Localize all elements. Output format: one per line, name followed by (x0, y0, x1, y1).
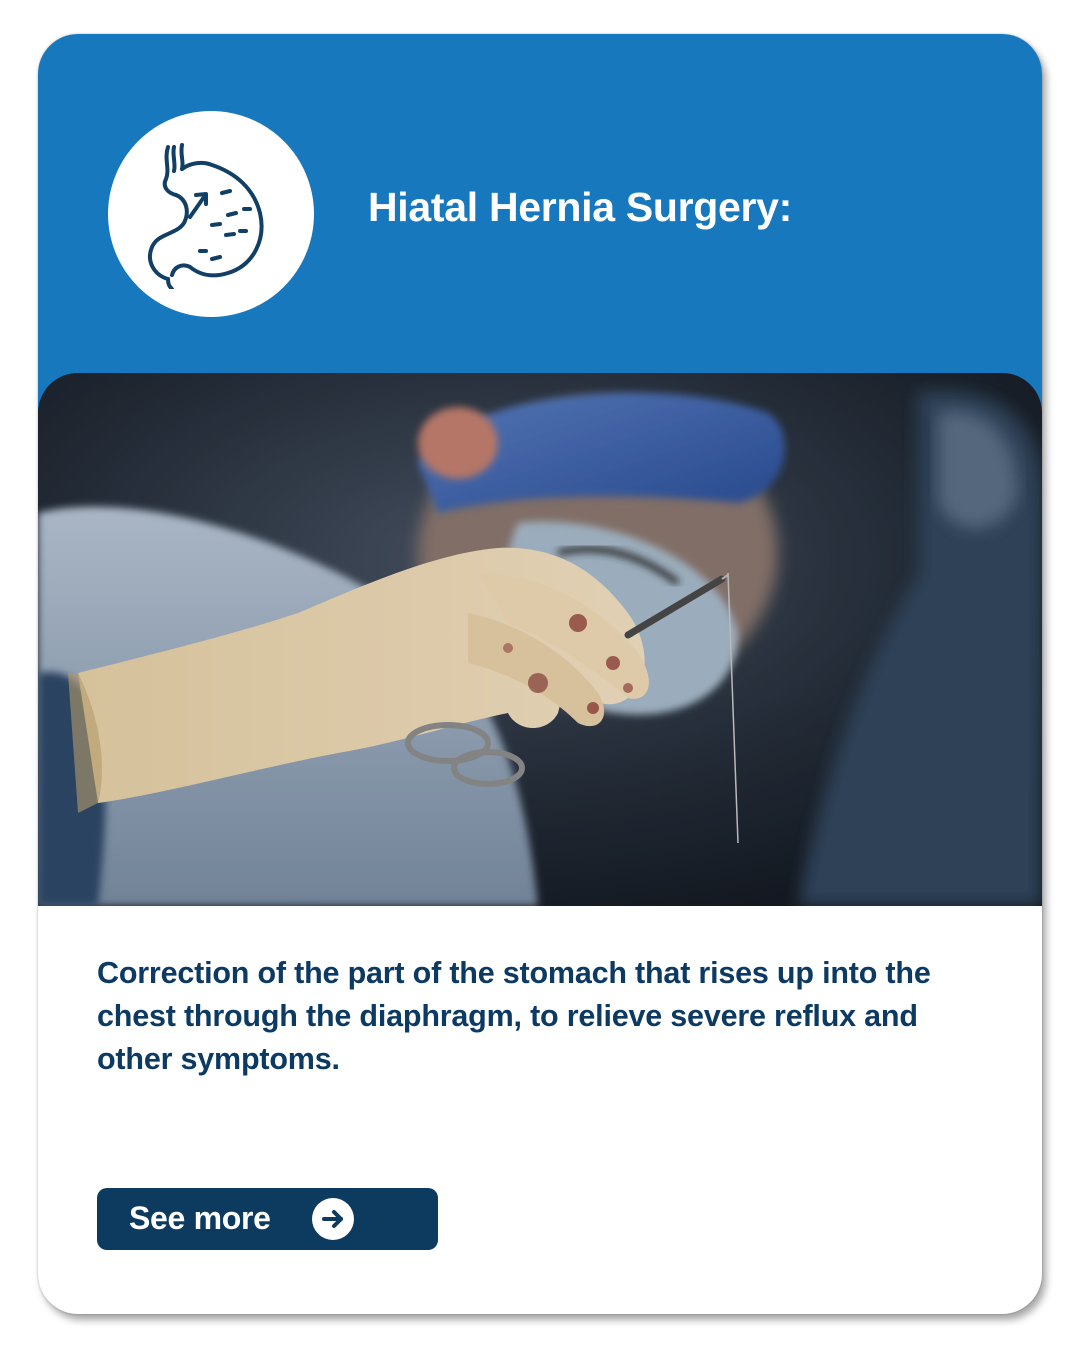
stomach-icon (146, 139, 276, 289)
procedure-card (38, 34, 1042, 1314)
stomach-icon-badge (108, 111, 314, 317)
photo-illustration (38, 373, 1042, 906)
see-more-label: See more (129, 1200, 271, 1236)
card-title: Hiatal Hernia Surgery: (368, 184, 793, 230)
surgeon-operating-photo (38, 373, 1042, 906)
card-description: Correction of the part of the stomach that rises up into the chest through the diaphragm, to relieve severe reflux and other symptoms. (97, 956, 931, 1076)
arrow-right-icon (312, 1198, 354, 1240)
see-more-button[interactable] (97, 1188, 438, 1250)
